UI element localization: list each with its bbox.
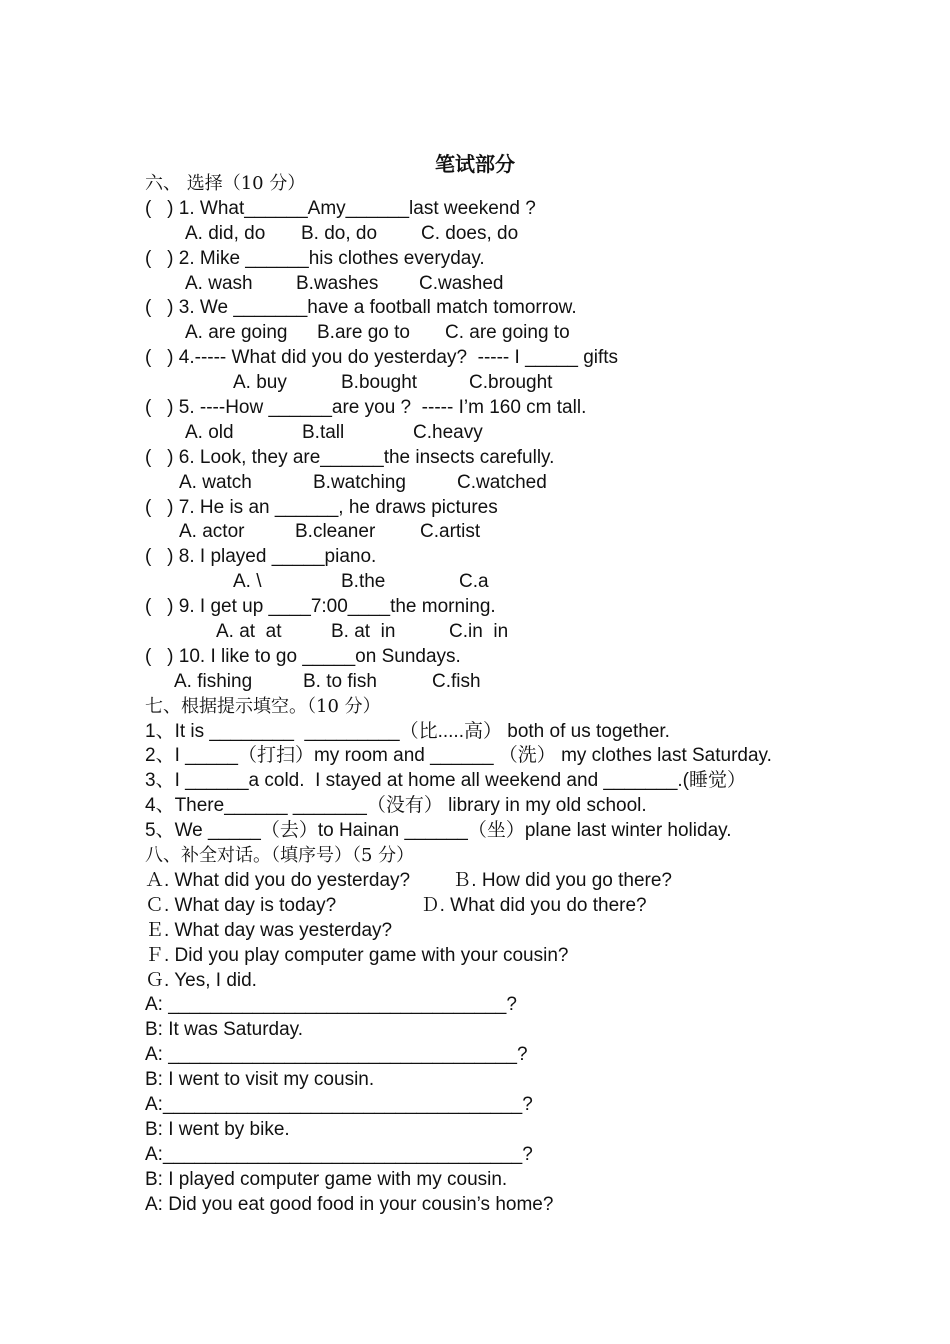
option-a: A. old bbox=[185, 421, 234, 443]
question-6: ( ) 6. Look, they are______the insects carefully. bbox=[145, 446, 555, 468]
option-c: C.washed bbox=[419, 272, 504, 294]
choice-g: Ｇ. Yes, I did. bbox=[145, 969, 257, 991]
option-a: A. at at bbox=[216, 621, 282, 643]
option-c: C. are going to bbox=[445, 322, 570, 344]
question-1-options bbox=[145, 222, 905, 247]
choice-e: Ｅ. What day was yesterday? bbox=[145, 919, 393, 941]
option-b: B. at in bbox=[331, 621, 396, 643]
fill-item-4: 4、There______ _______（没有） library in my old school. bbox=[145, 795, 647, 817]
option-b: B.tall bbox=[302, 421, 345, 443]
option-a: A. wash bbox=[185, 272, 253, 294]
option-c: C.in in bbox=[449, 621, 509, 643]
choice-row-cd: Ｃ. What day is today? Ｄ. What did you do there? bbox=[145, 894, 647, 916]
fill-item-3: 3、I ______a cold. I stayed at home all weekend and _______.(睡觉） bbox=[145, 770, 746, 792]
dialogue-line-1: A: ________________________________? bbox=[145, 994, 517, 1016]
dialogue-line-3: A: _________________________________? bbox=[145, 1044, 528, 1066]
question-6-options bbox=[145, 471, 905, 496]
dialogue-line-6: B: I went by bike. bbox=[145, 1118, 290, 1140]
question-10-options bbox=[145, 670, 905, 695]
option-a: A. fishing bbox=[174, 670, 253, 692]
option-c: C. does, do bbox=[421, 222, 519, 244]
question-3-options bbox=[145, 321, 905, 346]
section-6-heading: 六、 选择（10 分） bbox=[145, 173, 306, 194]
question-8-options bbox=[145, 570, 905, 595]
option-a: A. watch bbox=[179, 471, 252, 493]
question-9-options bbox=[145, 620, 905, 645]
option-b: B. to fish bbox=[303, 670, 377, 692]
choice-f: Ｆ. Did you play computer game with your cousin? bbox=[145, 944, 569, 966]
question-2: ( ) 2. Mike ______his clothes everyday. bbox=[145, 247, 485, 269]
option-c: C.a bbox=[459, 571, 489, 593]
dialogue-line-7: A:__________________________________? bbox=[145, 1143, 533, 1165]
question-8: ( ) 8. I played _____piano. bbox=[145, 546, 377, 568]
section-8-heading: 八、补全对话。（填序号）（5 分） bbox=[145, 845, 415, 867]
fill-item-2: 2、I _____（打扫）my room and ______ （洗） my clothes last Saturday. bbox=[145, 745, 772, 767]
question-7-options bbox=[145, 520, 905, 545]
option-a: A. actor bbox=[179, 521, 245, 543]
option-c: C.heavy bbox=[413, 421, 483, 443]
question-1: ( ) 1. What______Amy______last weekend ? bbox=[145, 197, 536, 219]
question-9: ( ) 9. I get up ____7:00____the morning. bbox=[145, 596, 496, 618]
option-b: B. do, do bbox=[301, 222, 378, 244]
option-a: A. are going bbox=[185, 322, 288, 344]
question-5: ( ) 5. ----How ______are you ? ----- I’m 160 cm tall. bbox=[145, 397, 587, 419]
question-4: ( ) 4.----- What did you do yesterday? ----- I _____ gifts bbox=[145, 347, 619, 369]
option-b: B.the bbox=[341, 571, 386, 593]
dialogue-line-4: B: I went to visit my cousin. bbox=[145, 1069, 375, 1091]
dialogue-line-2: B: It was Saturday. bbox=[145, 1019, 304, 1041]
option-b: B.are go to bbox=[317, 322, 410, 344]
fill-item-1: 1、It is ________ _________（比.....高） both of us together. bbox=[145, 720, 670, 742]
option-b: B.washes bbox=[296, 272, 379, 294]
option-a: A. buy bbox=[233, 372, 287, 394]
option-b: B.watching bbox=[313, 471, 406, 493]
question-7: ( ) 7. He is an ______, he draws pictures bbox=[145, 496, 498, 518]
option-c: C.fish bbox=[432, 670, 481, 692]
dialogue-line-8: B: I played computer game with my cousin. bbox=[145, 1168, 508, 1190]
choice-row-ab: Ａ. What did you do yesterday? Ｂ. How did you go there? bbox=[145, 869, 672, 891]
option-a: A. did, do bbox=[185, 222, 266, 244]
worksheet-content bbox=[145, 172, 905, 1217]
option-c: C.watched bbox=[457, 471, 547, 493]
fill-item-5: 5、We _____（去）to Hainan ______（坐）plane last winter holiday. bbox=[145, 820, 732, 842]
section-7-heading: 七、根据提示填空。（10 分） bbox=[145, 695, 381, 717]
question-3: ( ) 3. We _______have a football match tomorrow. bbox=[145, 297, 577, 319]
option-b: B.cleaner bbox=[295, 521, 376, 543]
dialogue-line-5: A:__________________________________? bbox=[145, 1093, 533, 1115]
question-2-options bbox=[145, 272, 905, 297]
dialogue-line-9: A: Did you eat good food in your cousin’s home? bbox=[145, 1193, 554, 1215]
page-title: 笔试部分 bbox=[435, 152, 515, 176]
question-4-options bbox=[145, 371, 905, 396]
option-c: C.brought bbox=[469, 372, 553, 394]
question-5-options bbox=[145, 421, 905, 446]
option-b: B.bought bbox=[341, 372, 418, 394]
option-a: A. \ bbox=[233, 571, 262, 593]
option-c: C.artist bbox=[420, 521, 481, 543]
question-10: ( ) 10. I like to go _____on Sundays. bbox=[145, 645, 461, 667]
